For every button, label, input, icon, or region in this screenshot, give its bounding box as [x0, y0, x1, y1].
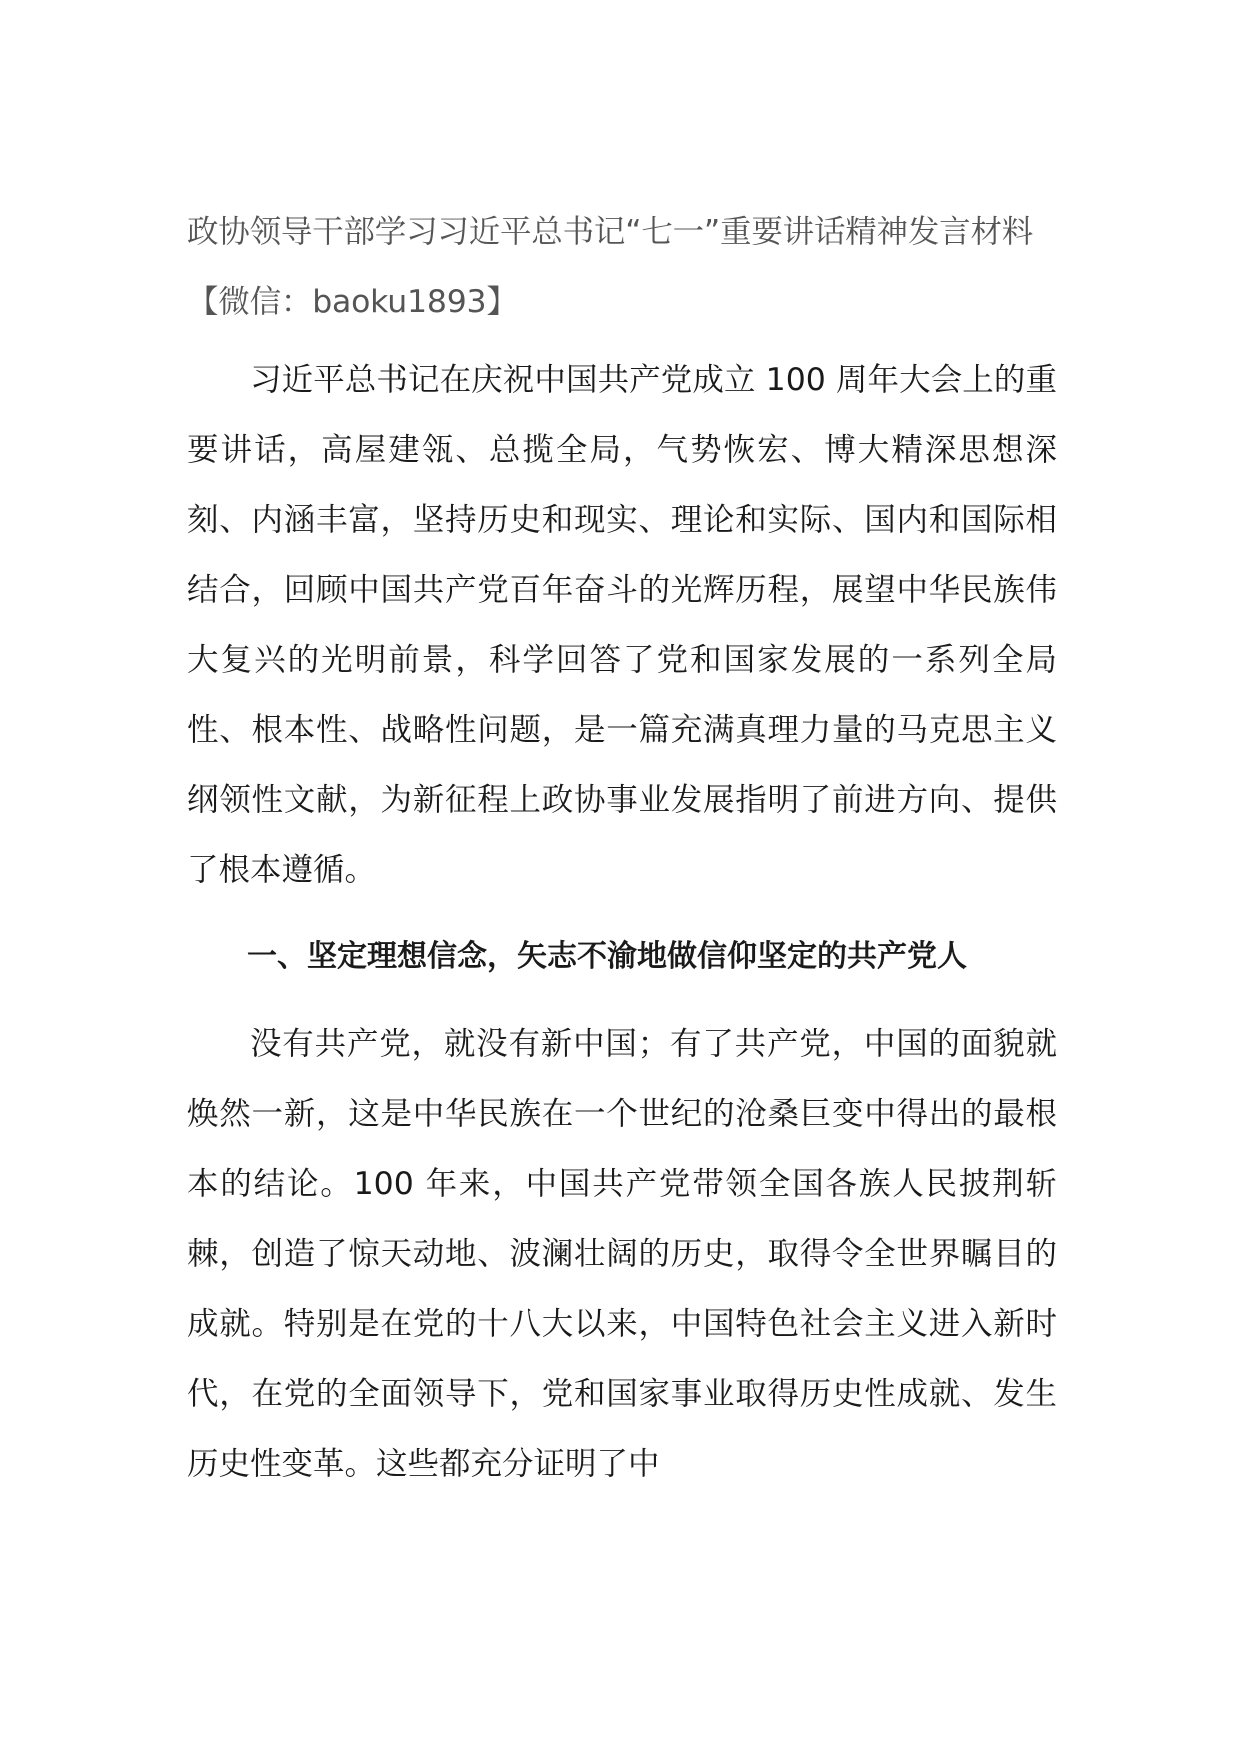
document-title: 政协领导干部学习习近平总书记“七一”重要讲话精神发言材料【微信：baoku1893】	[187, 214, 1034, 320]
section-paragraph: 没有共产党，就没有新中国；有了共产党，中国的面貌就焕然一新，这是中华民族在一个世纪的沧桑巨变中得出的最根本的结论。100 年来，中国共产党带领全国各族人民披荆斩棘，创造了惊天动地、波澜壮阔的历史，取得令全世界瞩目的成就。特别是在党的十八大以来，中国特色社会主义进入新时代，在党的全面领导下，党和国家事业取得历史性成就、发生历史性变革。这些都充分证明了中	[187, 1026, 1057, 1482]
intro-paragraph: 习近平总书记在庆祝中国共产党成立 100 周年大会上的重要讲话，高屋建瓴、总揽全局，气势恢宏、博大精深思想深刻、内涵丰富，坚持历史和现实、理论和实际、国内和国际相结合，回顾中国共产党百年奋斗的光辉历程，展望中华民族伟大复兴的光明前景，科学回答了党和国家发展的一系列全局性、根本性、战略性问题，是一篇充满真理力量的马克思主义纲领性文献，为新征程上政协事业发展指明了前进方向、提供了根本遵循。	[187, 362, 1057, 888]
document-body	[187, 197, 1057, 1516]
section-heading: 一、坚定理想信念，矢志不渝地做信仰坚定的共产党人	[247, 939, 967, 974]
